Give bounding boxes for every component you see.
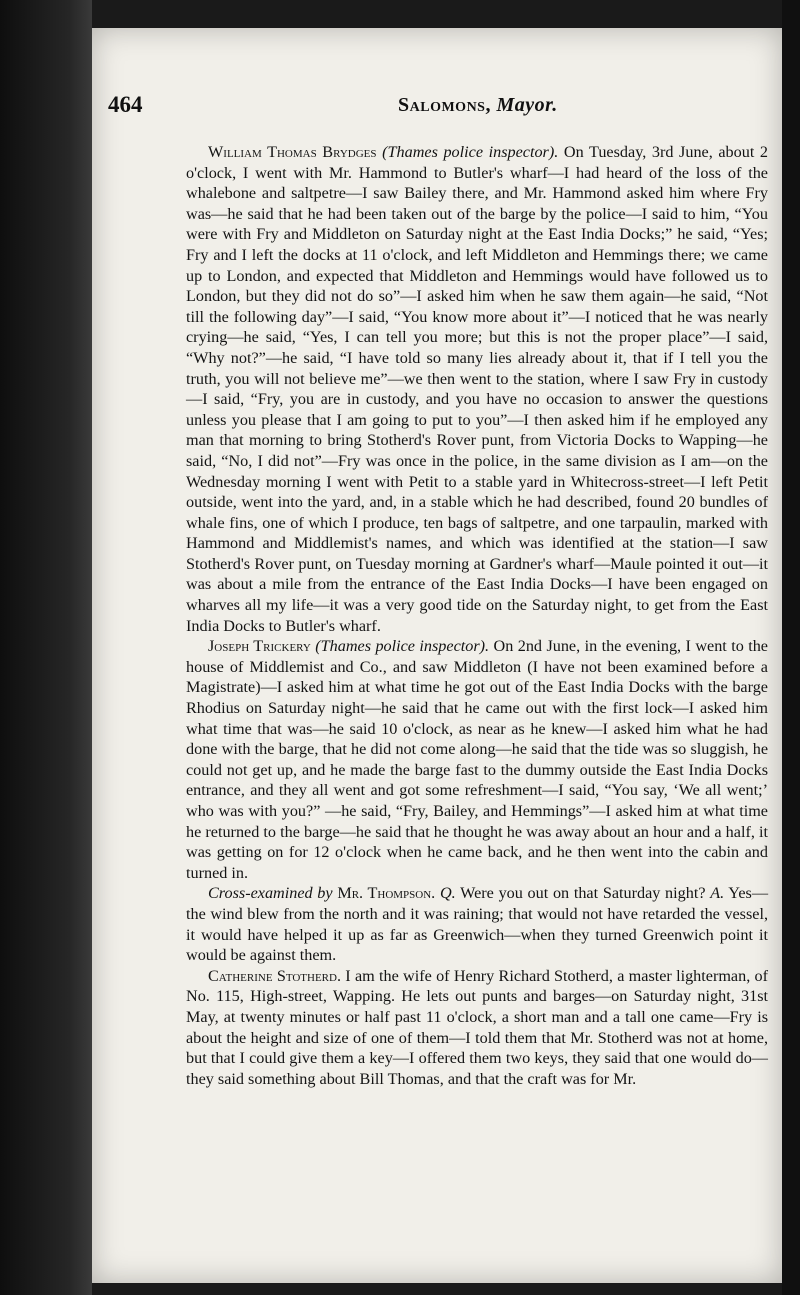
witness-role: (Thames police inspector). <box>382 143 559 161</box>
running-head-name: Salomons, <box>398 94 491 116</box>
testimony-text: On 2nd June, in the evening, I went to the house of Middlemist and Co., and saw Middleton (I have not been examined before a Magistrate)—I asked him at what time he got out of the East India Docks with the barge Rhodius on Saturday night—he said that he came out with the first lock—I asked him what time that was—he said 10 o'clock, as near as he knew—I asked him what he had done with the barge, that he did not come along—he said that the tide was so sluggish, he could not get up, and he made the barge fast to the dummy outside the East India Docks entrance, and they all went and got some refreshment—I said, “You say, ‘We all went;’ who was with you?” —he said, “Fry, Bailey, and Hemmings”—I asked him at what time he returned to the barge—he said that he thought he was away about an hour and a half, it was getting on for 12 o'clock when he came back, and he then went into the cabin and turned in. <box>186 637 768 882</box>
question-label: Q. <box>439 884 456 903</box>
answer-label: A. <box>710 884 725 903</box>
scan-left-margin <box>0 0 92 1295</box>
witness-name: Joseph Trickery <box>208 637 311 656</box>
cross-examined-lead: Cross-examined by <box>208 884 333 903</box>
scan-right-margin <box>782 0 800 1295</box>
witness-role: (Thames police inspector). <box>315 637 490 656</box>
question-text: Were you out on that Saturday night? <box>460 884 706 903</box>
page-body <box>186 142 768 1089</box>
testimony-paragraph-brydges <box>186 142 768 636</box>
page-number: 464 <box>108 92 143 117</box>
witness-name: Catherine Stotherd. <box>208 966 342 985</box>
witness-name: William Thomas Brydges <box>208 143 377 161</box>
answer-text: Yes—the wind blew from the north and it was raining; that would not have retarded the vessel, it would have helped it up as far as Greenwich—when they turned Greenwich point it would be against them. <box>186 884 769 965</box>
cross-examination-paragraph <box>186 883 768 965</box>
testimony-text: On Tuesday, 3rd June, about 2 o'clock, I went with Mr. Hammond to Butler's wharf—I had heard of the loss of the whalebone and saltpetre—I saw Bailey there, and Mr. Hammond asked him where Fry was—he said that he had been taken out of the barge by the police—I said to him, “You were with Fry and Middleton on Saturday night at the East India Docks;” he said, “Yes; Fry and I left the docks at 11 o'clock, and left Middleton and Hemmings there; we came up to London, and expected that Middleton and Hemmings would have followed us to London, but they did not do so”—I asked him when he saw them again—he said, “Not till the following day”—I said, “You know more about it”—I noticed that he was nearly crying—he said, “Yes, I can tell you more; but this is not the proper place”—I said, “Why not?”—he said, “I have told so many lies already about it, that if I tell you the truth, you will not believe me”—we then went to the station, where I saw Fry in custody—I said, “Fry, you are in custody, and you have no occasion to answer the questions unless you please that I am going to put to you”—I then asked him if he employed any man that morning to bring Stotherd's Rover punt, from Victoria Docks to Wapping—he said, “No, I did not”—Fry was once in the police, in the same division as I am—on the Wednesday morning I went with Petit to a stable yard in Whitecross-street—I left Petit outside, went into the yard, and, in a stable which he had described, found 20 bundles of whale fins, one of which I produce, ten bags of saltpetre, and one tarpaulin, marked with Hammond and Middlemist's names, and which was identified at the station—I saw Stotherd's Rover punt, on Tuesday morning at Gardner's wharf—Maule pointed it out—it was about a mile from the entrance of the East India Docks—I have been engaged on wharves all my life—it was a very good tide on the Saturday night, to get from the East India Docks to Butler's wharf. <box>186 143 769 635</box>
page-header <box>108 92 768 122</box>
counsel-name: Mr. Thompson. <box>337 884 436 903</box>
testimony-paragraph-stotherd <box>186 966 768 1090</box>
testimony-text: I am the wife of Henry Richard Stotherd, a master lighterman, of No. 115, High-street, Wapping. He lets out punts and barges—on Saturday night, 31st May, at twenty minutes or half past 11 o'clock, a short man and a tall one came—Fry is about the height and size of one of them—I told them that Mr. Stotherd was not at home, but that I could give them a key—I offered them two keys, they said that one would do—they said something about Bill Thomas, and that the craft was for Mr. <box>186 966 769 1088</box>
running-head-title: Mayor. <box>496 94 558 116</box>
testimony-paragraph-trickery <box>186 636 768 883</box>
running-head <box>398 94 558 117</box>
